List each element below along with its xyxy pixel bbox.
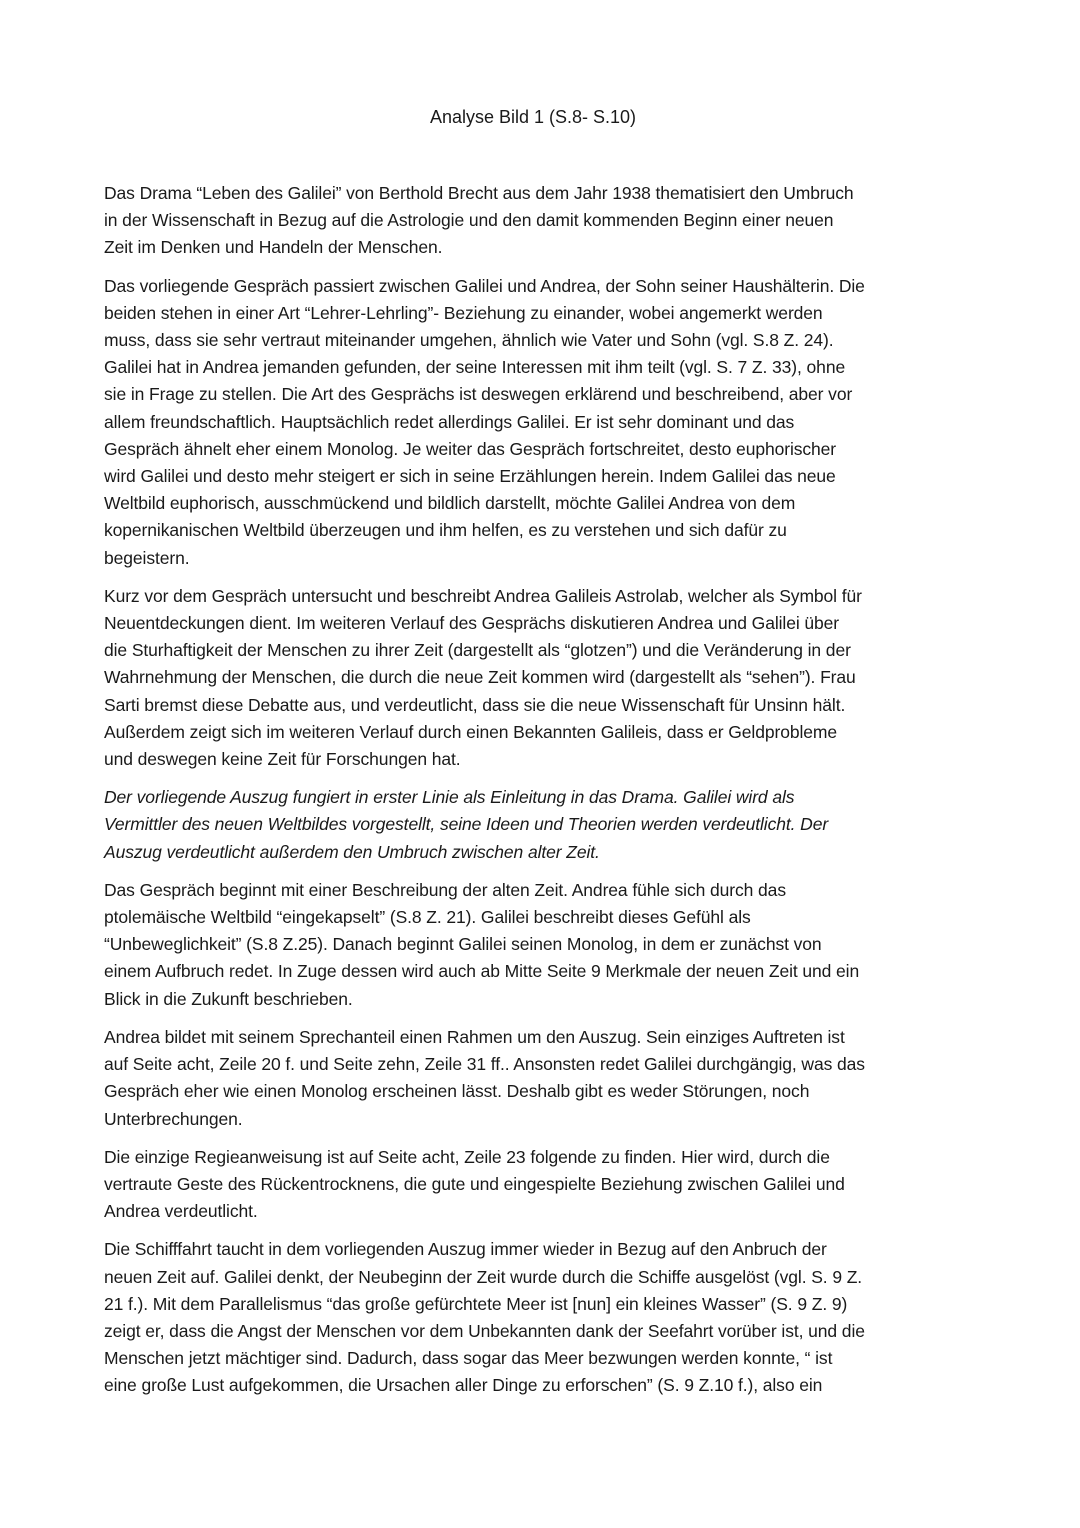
text-line: Wahrnehmung der Menschen, die durch die neue Zeit kommen wird (dargestellt als “sehen”). Frau xyxy=(104,667,856,688)
text-line: begeistern. xyxy=(104,547,190,568)
text-line: Vermittler des neuen Weltbildes vorgestellt, seine Ideen und Theorien werden verdeutlicht. Der xyxy=(104,814,829,835)
text-line: Andrea bildet mit seinem Sprechanteil einen Rahmen um den Auszug. Sein einziges Auftreten ist xyxy=(104,1026,845,1047)
text-line: Gespräch eher wie einen Monolog erscheinen lässt. Deshalb gibt es weder Störungen, noch xyxy=(104,1081,810,1102)
text-line: Weltbild euphorisch, ausschmückend und bildlich darstellt, möchte Galilei Andrea von dem xyxy=(104,493,796,514)
text-line: Das Drama “Leben des Galilei” von Berthold Brecht aus dem Jahr 1938 thematisiert den Umbruch xyxy=(104,183,854,203)
text-line: beiden stehen in einer Art “Lehrer-Lehrling”- Beziehung zu einander, wobei angemerkt werden xyxy=(104,302,823,323)
text-line: einem Aufbruch redet. In Zuge dessen wird auch ab Mitte Seite 9 Merkmale der neuen Zeit und ein xyxy=(104,961,860,982)
text-line: “Unbeweglichkeit” (S.8 Z.25). Danach beginnt Galilei seinen Monolog, in dem er zunächst von xyxy=(104,934,822,955)
text-line: die Sturhaftigkeit der Menschen zu ihrer Zeit (dargestellt als “glotzen”) und die Veränderung in der xyxy=(104,640,851,661)
text-line: Der vorliegende Auszug fungiert in erster Linie als Einleitung in das Drama. Galilei wird als xyxy=(104,787,795,808)
text-line: Die einzige Regieanweisung ist auf Seite acht, Zeile 23 folgende zu finden. Hier wird, durch die xyxy=(104,1146,830,1167)
text-line: Gespräch ähnelt eher einem Monolog. Je weiter das Gespräch fortschreitet, desto euphorischer xyxy=(104,438,837,459)
text-line: sie in Frage zu stellen. Die Art des Gesprächs ist deswegen erklärend und beschreibend, aber vor xyxy=(104,384,853,405)
text-line: Blick in die Zukunft beschrieben. xyxy=(104,988,353,1009)
text-line: auf Seite acht, Zeile 20 f. und Seite zehn, Zeile 31 ff.. Ansonsten redet Galilei durchgängig, was das xyxy=(104,1054,865,1075)
text-line: wird Galilei und desto mehr steigert er sich in seine Erzählungen herein. Indem Galilei das neue xyxy=(104,466,836,487)
text-line: Das vorliegende Gespräch passiert zwischen Galilei und Andrea, der Sohn seiner Haushälterin. Die xyxy=(104,275,865,296)
document-body xyxy=(104,180,980,1411)
text-line: zeigt er, dass die Angst der Menschen vor dem Unbekannten dank der Seefahrt vorüber ist, und die xyxy=(104,1320,865,1341)
text-line: Zeit im Denken und Handeln der Menschen. xyxy=(104,237,443,258)
paragraph xyxy=(104,583,980,773)
text-line: Galilei hat in Andrea jemanden gefunden, der seine Interessen mit ihm teilt (vgl. S. 7 Z. 33), ohne xyxy=(104,357,846,378)
text-line: Neuentdeckungen dient. Im weiteren Verlauf des Gesprächs diskutieren Andrea und Galilei über xyxy=(104,613,840,634)
text-line: Auszug verdeutlicht außerdem den Umbruch zwischen alter Zeit. xyxy=(104,841,600,862)
text-line: Kurz vor dem Gespräch untersucht und beschreibt Andrea Galileis Astrolab, welcher als Symbol für xyxy=(104,585,862,606)
paragraph xyxy=(104,273,980,572)
text-line: vertraute Geste des Rückentrocknens, die gute und eingespielte Beziehung zwischen Galilei und xyxy=(104,1173,845,1194)
paragraph xyxy=(104,784,980,866)
paragraph xyxy=(104,877,980,1013)
text-line: allem freundschaftlich. Hauptsächlich redet allerdings Galilei. Er ist sehr dominant und das xyxy=(104,411,795,432)
text-line: kopernikanischen Weltbild überzeugen und ihm helfen, es zu verstehen und sich dafür zu xyxy=(104,520,787,541)
text-line: in der Wissenschaft in Bezug auf die Astrologie und den damit kommenden Beginn einer neuen xyxy=(104,210,834,231)
text-line: muss, dass sie sehr vertraut miteinander umgehen, ähnlich wie Vater und Sohn (vgl. S.8 Z. 24). xyxy=(104,330,834,351)
text-line: eine große Lust aufgekommen, die Ursachen aller Dinge zu erforschen” (S. 9 Z.10 f.), also ein xyxy=(104,1375,823,1396)
page-title: Analyse Bild 1 (S.8- S.10) xyxy=(429,107,637,127)
paragraph xyxy=(104,1236,980,1399)
paragraph xyxy=(104,1024,980,1133)
text-line: und deswegen keine Zeit für Forschungen hat. xyxy=(104,749,461,770)
paragraph xyxy=(104,180,980,262)
text-line: 21 f.). Mit dem Parallelismus “das große gefürchtete Meer ist [nun] ein kleines Wasser” (S. 9 Z. 9) xyxy=(104,1293,848,1314)
text-line: Andrea verdeutlicht. xyxy=(104,1201,258,1222)
text-line: Das Gespräch beginnt mit einer Beschreibung der alten Zeit. Andrea fühle sich durch das xyxy=(104,879,786,900)
text-line: Unterbrechungen. xyxy=(104,1108,243,1129)
text-line: Außerdem zeigt sich im weiteren Verlauf durch einen Bekannten Galileis, dass er Geldprobleme xyxy=(104,721,837,742)
text-line: Sarti bremst diese Debatte aus, und verdeutlicht, dass sie die neue Wissenschaft für Unsinn hält. xyxy=(104,694,846,715)
text-line: Menschen jetzt mächtiger sind. Dadurch, dass sogar das Meer bezwungen werden konnte, “ ist xyxy=(104,1348,833,1369)
text-line: ptolemäische Weltbild “eingekapselt” (S.8 Z. 21). Galilei beschreibt dieses Gefühl als xyxy=(104,907,751,928)
text-line: Die Schifffahrt taucht in dem vorliegenden Auszug immer wieder in Bezug auf den Anbruch der xyxy=(104,1239,827,1260)
paragraph xyxy=(104,1144,980,1226)
text-line: neuen Zeit auf. Galilei denkt, der Neubeginn der Zeit wurde durch die Schiffe ausgelöst (vgl. S. 9 Z. xyxy=(104,1266,863,1287)
